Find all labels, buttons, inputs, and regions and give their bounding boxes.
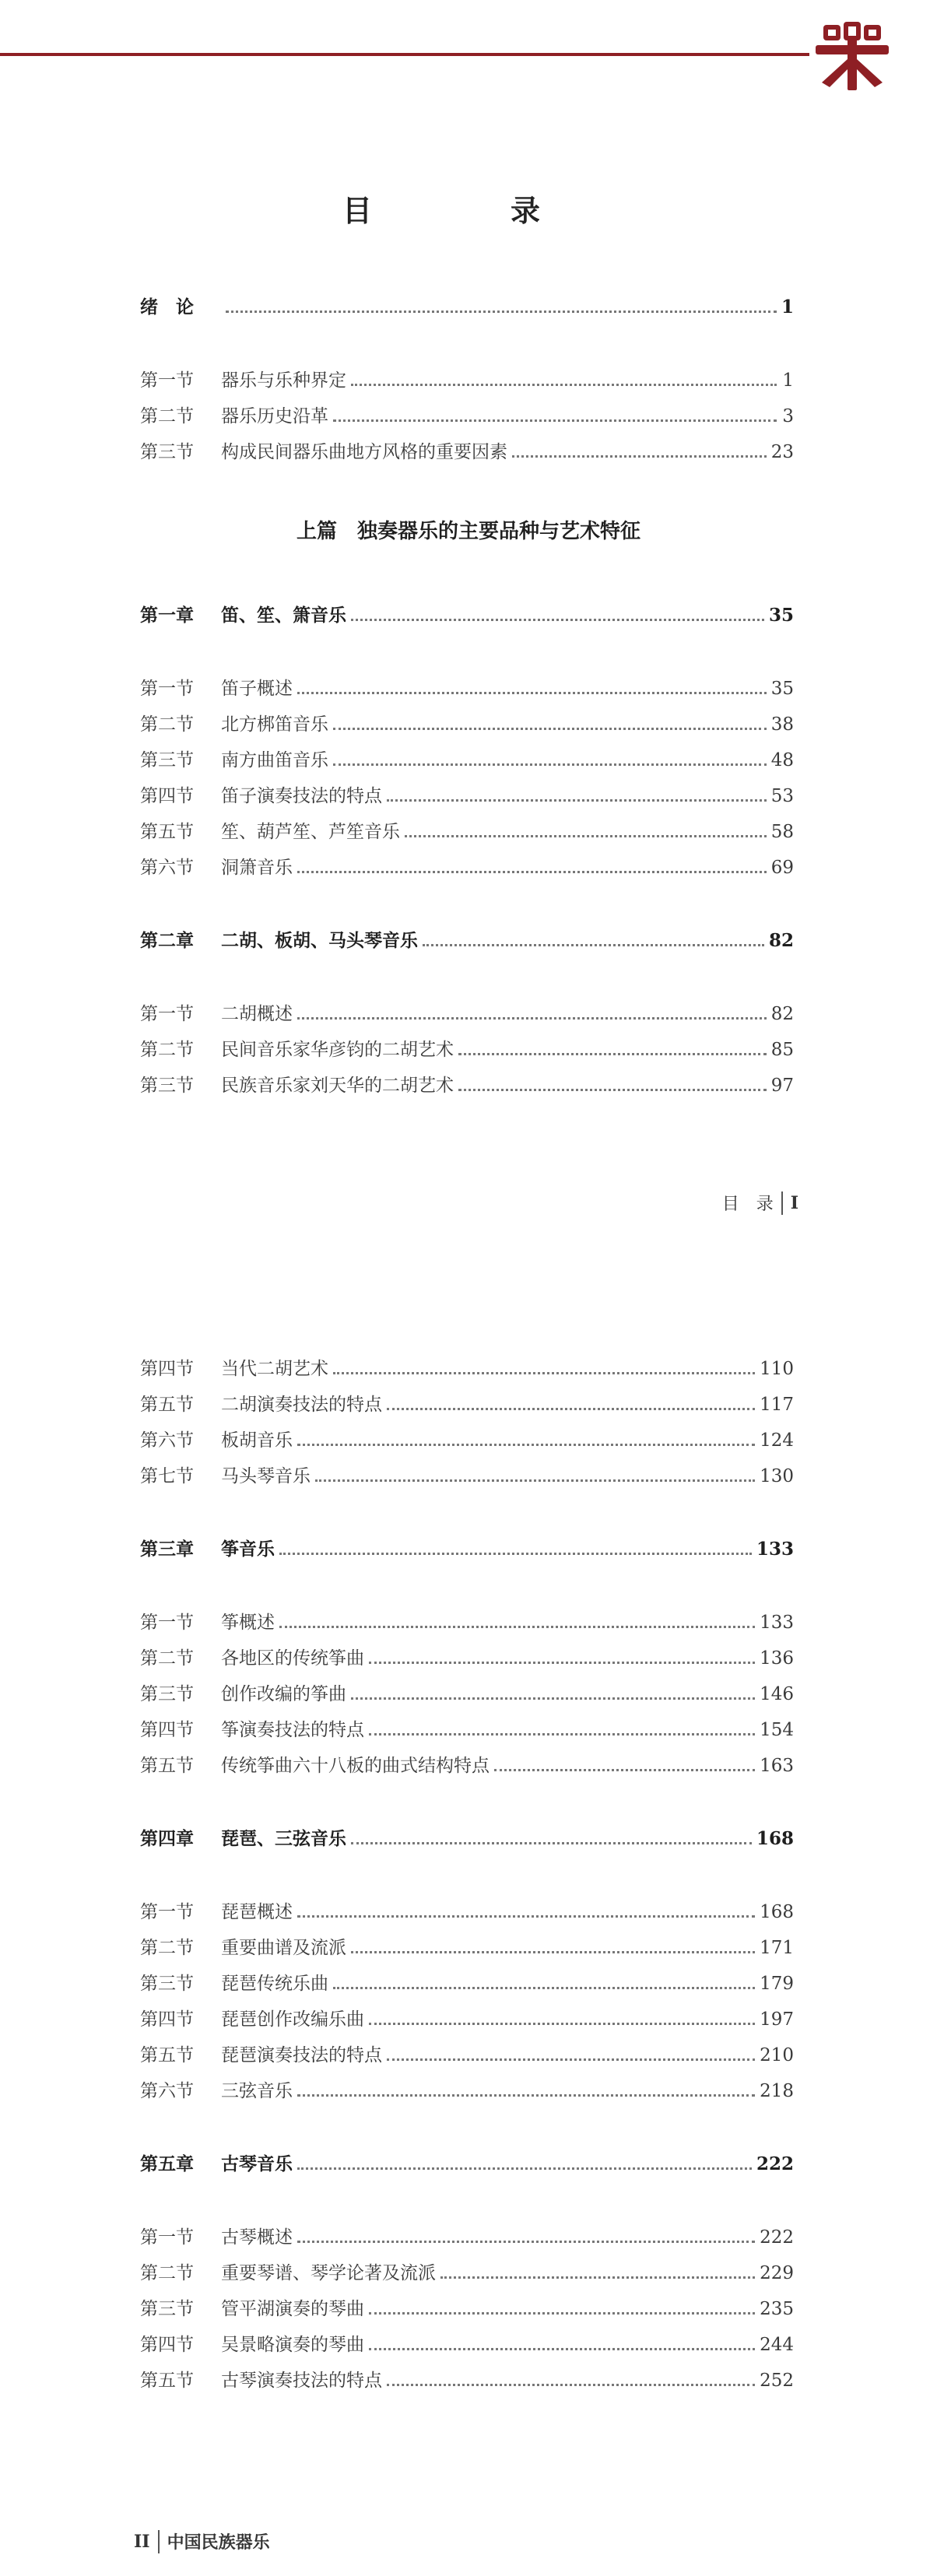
leader-dots	[297, 2241, 755, 2243]
page-number: 154	[760, 1720, 794, 1740]
toc-row[interactable]	[140, 369, 794, 392]
section-title: 构成民间器乐曲地方风格的重要因素	[221, 442, 507, 462]
section-title: 当代二胡艺术	[221, 1359, 328, 1379]
section-label: 第一节	[140, 370, 194, 391]
page-number: 69	[770, 858, 794, 878]
section-label: 第三节	[140, 442, 194, 462]
section-label: 第三节	[140, 1974, 194, 1994]
page-number: 124	[760, 1430, 794, 1451]
page-footer-right	[722, 1191, 798, 1215]
page-number: 171	[760, 1938, 794, 1958]
toc-row[interactable]	[140, 1647, 794, 1670]
toc-row[interactable]	[140, 1900, 794, 1924]
chapter-title: 筝音乐	[221, 1539, 275, 1560]
section-label: 第三节	[140, 1684, 194, 1704]
section-label: 第一节	[140, 2227, 194, 2248]
section-title: 洞箫音乐	[221, 858, 293, 878]
section-title: 吴景略演奏的琴曲	[221, 2335, 364, 2355]
toc-row[interactable]	[140, 1038, 794, 1062]
toc-row[interactable]	[140, 2333, 794, 2357]
footer-divider	[781, 1191, 783, 1215]
toc-row[interactable]	[140, 2226, 794, 2249]
leader-dots	[405, 835, 767, 837]
section-label: 第五节	[140, 1756, 194, 1776]
leader-dots	[279, 1626, 755, 1628]
page-number: 130	[760, 1466, 794, 1486]
toc-row[interactable]	[140, 1002, 794, 1026]
leader-dots	[297, 692, 767, 694]
toc-row-chapter[interactable]	[140, 929, 794, 953]
page-number: 210	[760, 2045, 794, 2065]
page-number: 82	[768, 930, 794, 951]
chapter-title: 二胡、板胡、马头琴音乐	[221, 930, 418, 951]
chapter-label: 第四章	[140, 1828, 194, 1849]
section-title: 马头琴音乐	[221, 1466, 311, 1486]
section-label: 第七节	[140, 1466, 194, 1486]
toc-row[interactable]	[140, 1393, 794, 1416]
chapter-label: 第二章	[140, 930, 194, 951]
leader-dots	[333, 763, 767, 766]
toc-row-chapter[interactable]	[140, 1827, 794, 1851]
chapter-label: 第五章	[140, 2153, 194, 2174]
footer-page-number: II	[134, 2531, 150, 2552]
page-number: 1	[781, 297, 794, 318]
section-label: 第一节	[140, 1613, 194, 1633]
leader-dots	[369, 1733, 755, 1735]
section-label: 第二节	[140, 1938, 194, 1958]
leader-dots	[333, 1372, 755, 1374]
section-title: 南方曲笛音乐	[221, 750, 328, 770]
section-title: 传统筝曲六十八板的曲式结构特点	[221, 1756, 490, 1776]
toc-row[interactable]	[140, 2262, 794, 2285]
leader-dots	[458, 1089, 767, 1091]
section-title: 琵琶演奏技法的特点	[221, 2045, 382, 2065]
page-number: 82	[770, 1004, 794, 1024]
section-title: 重要琴谱、琴学论著及流派	[221, 2263, 436, 2283]
toc-row-intro[interactable]	[140, 296, 794, 319]
footer-page-number: I	[790, 1192, 798, 1213]
leader-dots	[369, 2348, 755, 2350]
toc-row[interactable]	[140, 856, 794, 879]
toc-row[interactable]	[140, 713, 794, 736]
leader-dots	[387, 2058, 755, 2061]
page-number: 146	[760, 1684, 794, 1704]
leader-dots	[297, 1017, 767, 1020]
toc-row[interactable]	[140, 440, 794, 464]
section-label: 第六节	[140, 1430, 194, 1451]
toc-row[interactable]	[140, 2008, 794, 2031]
section-title: 器乐与乐种界定	[221, 370, 346, 391]
toc-row[interactable]	[140, 784, 794, 808]
section-label: 第二节	[140, 1040, 194, 1060]
toc-row[interactable]	[140, 677, 794, 700]
chapter-title: 琵琶、三弦音乐	[221, 1828, 346, 1849]
footer-book-title: 中国民族器乐	[167, 2532, 270, 2553]
section-title: 三弦音乐	[221, 2081, 293, 2101]
section-label: 第二节	[140, 714, 194, 735]
leader-dots	[369, 2023, 755, 2025]
leader-dots	[512, 455, 767, 458]
section-title: 各地区的传统筝曲	[221, 1648, 364, 1669]
section-label: 第二节	[140, 1648, 194, 1669]
page-number: 136	[760, 1648, 794, 1669]
header-red-rule	[0, 53, 809, 56]
page-number: 235	[760, 2299, 794, 2319]
section-title: 筝概述	[221, 1613, 275, 1633]
section-label: 第四节	[140, 1359, 194, 1379]
section-label: 第四节	[140, 2009, 194, 2030]
page-number: 38	[770, 714, 794, 735]
section-label: 第四节	[140, 2335, 194, 2355]
toc-row-chapter[interactable]	[140, 2153, 794, 2176]
page-number: 179	[760, 1974, 794, 1994]
footer-divider	[158, 2530, 160, 2553]
toc-row[interactable]	[140, 1074, 794, 1097]
section-title: 二胡概述	[221, 1004, 293, 1024]
leader-dots	[351, 1951, 755, 1953]
leader-dots	[297, 2167, 752, 2170]
toc-row[interactable]	[140, 1429, 794, 1452]
section-title: 器乐历史沿革	[221, 406, 328, 426]
section-title: 管平湖演奏的琴曲	[221, 2299, 364, 2319]
section-label: 第四节	[140, 1720, 194, 1740]
toc-row[interactable]	[140, 1465, 794, 1488]
section-label: 第五节	[140, 2045, 194, 2065]
section-label: 第四节	[140, 786, 194, 806]
toc-row[interactable]	[140, 1936, 794, 1960]
leader-dots	[333, 419, 777, 422]
leader-dots	[369, 2312, 755, 2315]
leader-dots	[315, 1479, 755, 1482]
section-title: 笛子演奏技法的特点	[221, 786, 382, 806]
leader-dots	[423, 944, 764, 946]
section-title: 琵琶创作改编乐曲	[221, 2009, 364, 2030]
toc-row[interactable]	[140, 1357, 794, 1381]
page-number: 244	[760, 2335, 794, 2355]
page-number: 58	[770, 822, 794, 842]
page-number: 35	[768, 605, 794, 626]
section-label: 绪 论	[140, 297, 194, 318]
toc-row[interactable]	[140, 1611, 794, 1634]
section-label: 第五节	[140, 1395, 194, 1415]
leader-dots	[387, 1408, 755, 1410]
leader-dots	[351, 619, 764, 621]
leader-dots	[351, 384, 777, 386]
publisher-logo-icon	[809, 16, 895, 93]
page-number: 117	[760, 1395, 794, 1415]
leader-dots	[387, 799, 767, 802]
page-number: 222	[760, 2227, 794, 2248]
section-title: 笙、葫芦笙、芦笙音乐	[221, 822, 400, 842]
toc-row-chapter[interactable]	[140, 1538, 794, 1561]
page-number: 35	[770, 679, 794, 699]
page-number: 218	[760, 2081, 794, 2101]
leader-dots	[440, 2276, 755, 2279]
leader-dots	[226, 311, 777, 313]
toc-row[interactable]	[140, 2369, 794, 2392]
leader-dots	[333, 728, 767, 730]
leader-dots	[458, 1053, 767, 1055]
section-title: 琵琶传统乐曲	[221, 1974, 328, 1994]
leader-dots	[297, 2094, 755, 2097]
page-number: 110	[760, 1359, 794, 1379]
section-label: 第二节	[140, 2263, 194, 2283]
section-title: 重要曲谱及流派	[221, 1938, 346, 1958]
leader-dots	[351, 1697, 755, 1700]
toc-row[interactable]	[140, 749, 794, 772]
page-number: 97	[770, 1076, 794, 1096]
section-label: 第二节	[140, 406, 194, 426]
leader-dots	[297, 871, 767, 873]
leader-dots	[297, 1444, 755, 1446]
toc-row-chapter[interactable]	[140, 604, 794, 627]
leader-dots	[387, 2384, 755, 2386]
page-number: 252	[760, 2371, 794, 2391]
chapter-title: 笛、笙、箫音乐	[221, 605, 346, 626]
section-title: 民族音乐家刘天华的二胡艺术	[221, 1076, 454, 1096]
page-number: 197	[760, 2009, 794, 2030]
section-title: 琵琶概述	[221, 1902, 293, 1922]
leader-dots	[279, 1553, 752, 1555]
toc-row[interactable]	[140, 2297, 794, 2321]
page-number: 85	[770, 1040, 794, 1060]
section-title: 古琴概述	[221, 2227, 293, 2248]
section-label: 第五节	[140, 822, 194, 842]
page-number: 53	[770, 786, 794, 806]
toc-row[interactable]	[140, 2079, 794, 2103]
page-number: 48	[770, 750, 794, 770]
page-footer-left	[134, 2529, 270, 2553]
toc-row[interactable]	[140, 1972, 794, 1995]
section-label: 第六节	[140, 858, 194, 878]
page-number: 1	[782, 370, 794, 391]
footer-section-label: 目 录	[721, 1195, 774, 1214]
section-title: 笛子概述	[221, 679, 293, 699]
section-title: 板胡音乐	[221, 1430, 293, 1451]
toc-row[interactable]	[140, 820, 794, 844]
section-label: 第五节	[140, 2371, 194, 2391]
leader-dots	[351, 1842, 752, 1844]
leader-dots	[494, 1769, 755, 1771]
section-label: 第六节	[140, 2081, 194, 2101]
page-number: 168	[760, 1902, 794, 1922]
section-title: 二胡演奏技法的特点	[221, 1395, 382, 1415]
section-title: 民间音乐家华彦钧的二胡艺术	[221, 1040, 454, 1060]
chapter-label: 第三章	[140, 1539, 194, 1560]
toc-row[interactable]	[140, 2044, 794, 2067]
section-label: 第三节	[140, 750, 194, 770]
page-number: 23	[770, 442, 794, 462]
section-label: 第一节	[140, 1004, 194, 1024]
page-number: 168	[756, 1828, 794, 1849]
section-title: 北方梆笛音乐	[221, 714, 328, 735]
section-title: 筝演奏技法的特点	[221, 1720, 364, 1740]
leader-dots	[297, 1915, 755, 1918]
toc-row[interactable]	[140, 1754, 794, 1778]
chapter-label: 第一章	[140, 605, 194, 626]
leader-dots	[333, 1987, 755, 1989]
section-title: 古琴演奏技法的特点	[221, 2371, 382, 2391]
chapter-title: 古琴音乐	[221, 2153, 293, 2174]
page-number: 133	[760, 1613, 794, 1633]
toc-row[interactable]	[140, 1683, 794, 1706]
page-number: 229	[760, 2263, 794, 2283]
toc-row[interactable]	[140, 405, 794, 428]
toc-title: 目 录	[342, 193, 595, 228]
page-number: 222	[756, 2153, 794, 2174]
page-number: 3	[782, 406, 794, 426]
part-title: 上篇 独奏器乐的主要品种与艺术特征	[296, 520, 640, 543]
section-label: 第三节	[140, 1076, 194, 1096]
section-label: 第一节	[140, 679, 194, 699]
leader-dots	[369, 1662, 755, 1664]
section-label: 第三节	[140, 2299, 194, 2319]
page-number: 163	[760, 1756, 794, 1776]
toc-row[interactable]	[140, 1718, 794, 1742]
page-number: 133	[756, 1539, 794, 1560]
section-title: 创作改编的筝曲	[221, 1684, 346, 1704]
section-label: 第一节	[140, 1902, 194, 1922]
